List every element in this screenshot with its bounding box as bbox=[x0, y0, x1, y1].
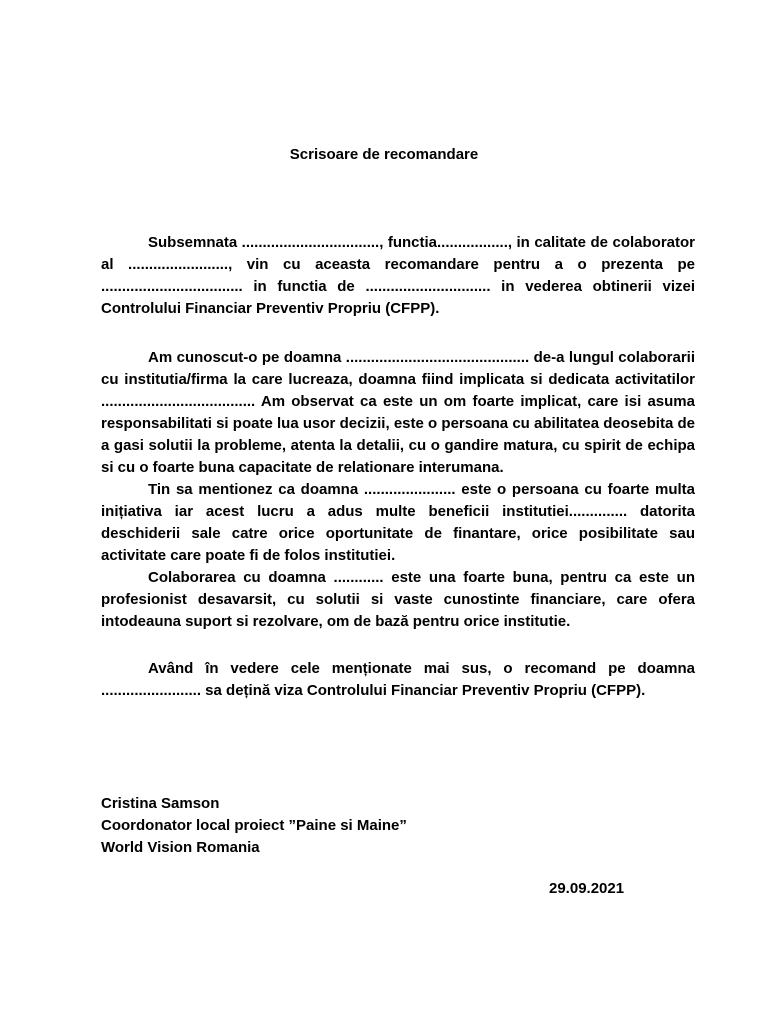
signer-name: Cristina Samson bbox=[101, 795, 220, 812]
recommendation-section bbox=[101, 347, 695, 633]
intro-section bbox=[101, 232, 695, 320]
signer-role: Coordonator local proiect ”Paine si Maine” bbox=[101, 817, 407, 834]
paragraph-conclusion: Având în vedere cele menționate mai sus, o recomand pe doamna ........................ sa dețină viza Controlului Financiar Preventiv Propriu (CFPP). bbox=[101, 660, 695, 699]
signature-block bbox=[101, 793, 407, 859]
paragraph-introduction: Subsemnata ................................., functia................., in calitate de colaborator al ........................, vin cu aceasta recomandare pentru a o prezenta pe .................................. in functia de .............................. in vederea obtinerii vizei Controlului Financiar Preventiv Propriu (CFPP). bbox=[101, 234, 695, 317]
letter-title: Scrisoare de recomandare bbox=[289, 146, 479, 163]
letter-date: 29.09.2021 bbox=[549, 880, 625, 897]
paragraph-acquaintance: Am cunoscut-o pe doamna ............................................ de-a lungul colaborarii cu institutia/firma la care lucreaza, doamna fiind implicata si dedicata activitatilor ..................................... Am observat ca este un om foarte implicat, care isi asuma responsabilitati si poate lua usor decizii, este o persoana cu abilitatea deosebita de a gasi solutii la probleme, atenta la detalii, cu o gandire matura, cu spirit de echipa si cu o foarte buna capacitate de relationare interumana. bbox=[101, 349, 695, 476]
signer-organization: World Vision Romania bbox=[101, 839, 260, 856]
paragraph-initiative: Tin sa mentionez ca doamna ...................... este o persoana cu foarte multa inițiativa iar acest lucru a adus multe beneficii institutiei.............. datorita deschiderii sale catre orice oportunitate de finantare, orice posibilitate sau activitate care poate fi de folos institutiei. bbox=[101, 481, 695, 564]
paragraph-collaboration: Colaborarea cu doamna ............ este una foarte buna, pentru ca este un profesionist desavarsit, cu solutii si vaste cunostinte financiare, care ofera intodeauna suport si rezolvare, om de bază pentru orice institutie. bbox=[101, 569, 695, 630]
conclusion-section bbox=[101, 658, 695, 702]
